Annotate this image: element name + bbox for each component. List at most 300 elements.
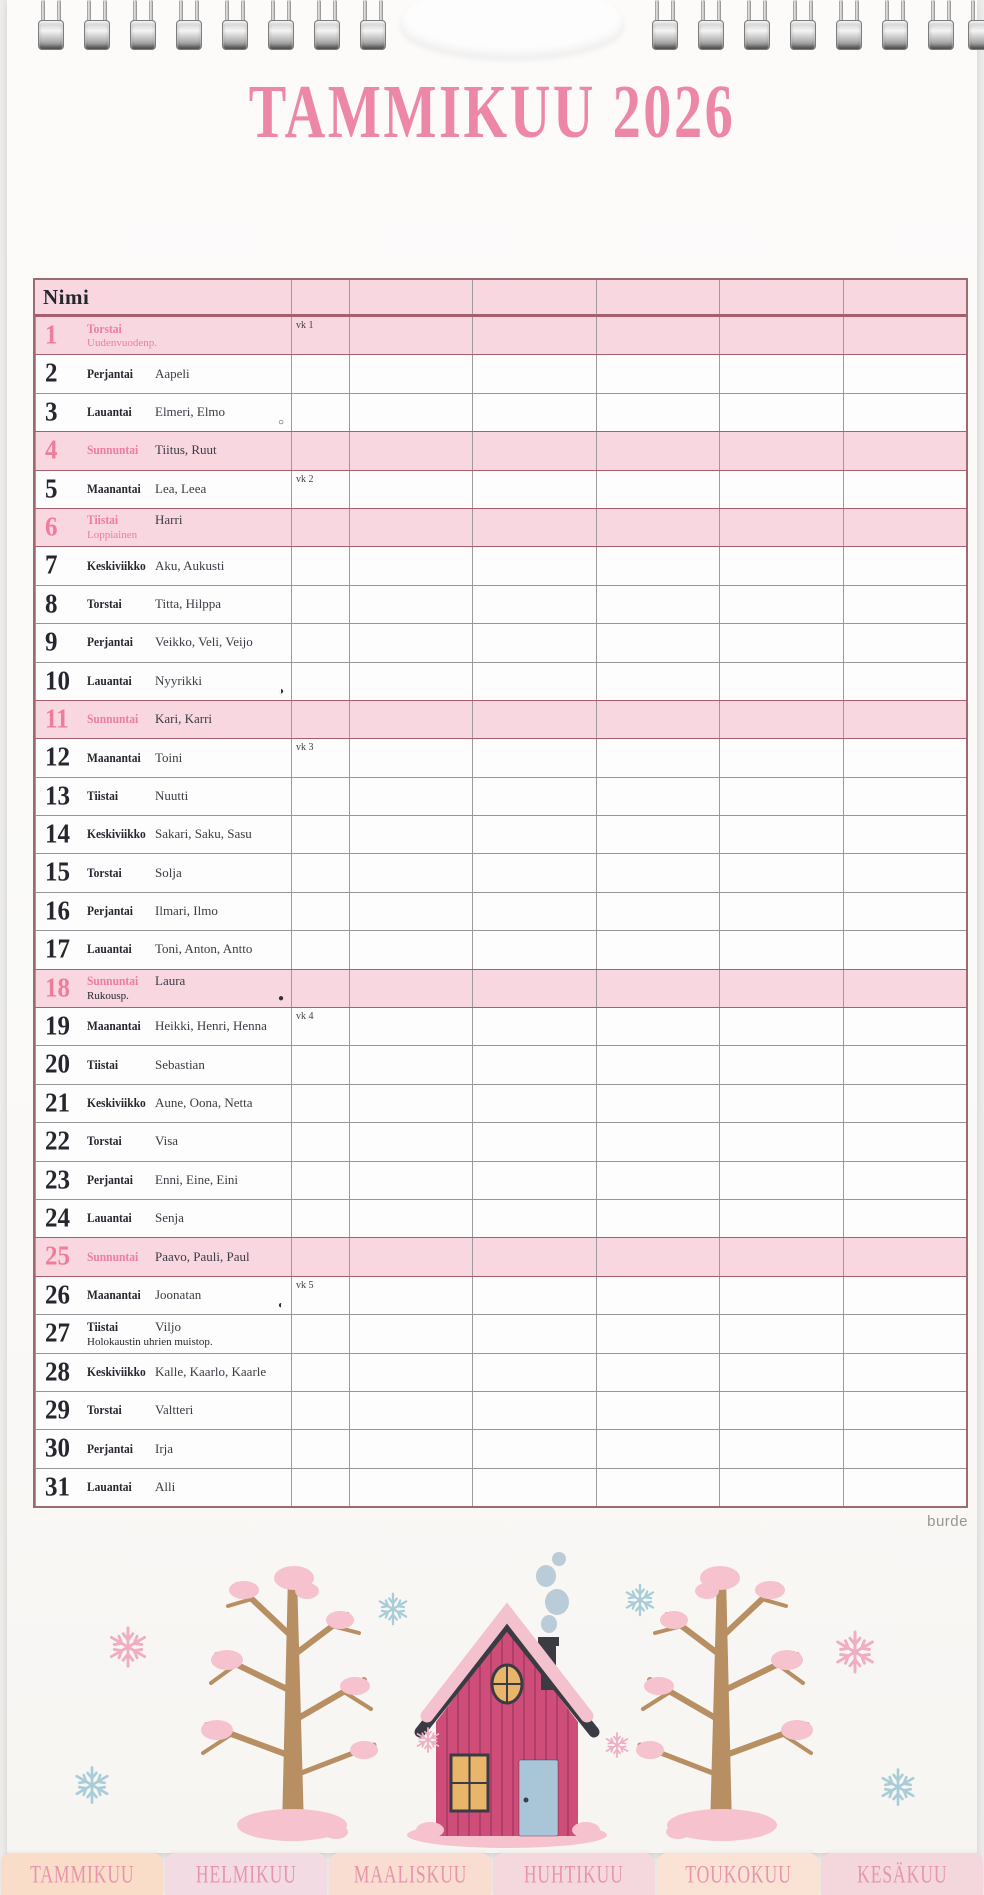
entry-cell: [719, 394, 842, 431]
weekday-label: Maanantai: [87, 1019, 141, 1034]
entry-cell: [843, 931, 966, 968]
entry-cell: [596, 816, 719, 853]
week-number: [291, 1200, 349, 1237]
entry-cell: [349, 394, 472, 431]
day-row: [35, 969, 966, 1008]
snowflake-icon: [881, 1769, 916, 1804]
entry-cell: [349, 432, 472, 469]
day-cell: [35, 1469, 291, 1506]
weekday-label: Sunnuntai: [87, 1249, 139, 1264]
entry-cell: [349, 739, 472, 776]
entry-cell: [596, 1315, 719, 1352]
entry-cell: [719, 586, 842, 623]
day-row: [35, 739, 966, 776]
entry-cell: [843, 970, 966, 1007]
week-column-header: [291, 280, 349, 314]
entry-cell: [843, 1238, 966, 1275]
entry-cell: [719, 624, 842, 661]
day-number: 17: [45, 935, 70, 965]
entry-cell: [843, 355, 966, 392]
day-row: [35, 1199, 966, 1237]
name-days: Aune, Oona, Netta: [155, 1095, 253, 1111]
month-tabs: [0, 1853, 984, 1895]
day-cell: [35, 1162, 291, 1199]
day-cell: [35, 1392, 291, 1429]
day-cell: [35, 1123, 291, 1160]
weekday-label: Maanantai: [87, 1287, 141, 1302]
day-subnote: Uudenvuodenp.: [87, 337, 157, 350]
entry-cell: [472, 1315, 595, 1352]
entry-cell: [843, 1162, 966, 1199]
entry-cell: [719, 1162, 842, 1199]
day-cell: [35, 854, 291, 891]
entry-cell: [349, 1123, 472, 1160]
day-cell: [35, 701, 291, 738]
week-number: vk 3: [291, 739, 349, 776]
day-cell: [35, 355, 291, 392]
entry-cell: [596, 624, 719, 661]
entry-cell: [719, 1123, 842, 1160]
entry-cell: [472, 394, 595, 431]
day-number: 9: [45, 628, 58, 658]
day-cell: [35, 1200, 291, 1237]
entry-cell: [349, 624, 472, 661]
week-number: [291, 355, 349, 392]
name-days: Heikki, Henri, Henna: [155, 1018, 267, 1034]
entry-cell: [843, 586, 966, 623]
entry-cell: [349, 701, 472, 738]
name-days: Valtteri: [155, 1402, 194, 1418]
day-row: [35, 471, 966, 508]
entry-cell: [349, 1238, 472, 1275]
weekday-label: Sunnuntai: [87, 974, 139, 989]
entry-cell: [843, 394, 966, 431]
weekday-label: Keskiviikko: [87, 827, 146, 842]
entry-cell: [719, 1008, 842, 1045]
entry-cell: [843, 509, 966, 546]
entry-cell: [472, 624, 595, 661]
entry-cell: [472, 317, 595, 354]
day-number: 1: [45, 321, 58, 351]
day-row: [35, 700, 966, 739]
day-number: 5: [45, 474, 58, 504]
entry-cell: [472, 816, 595, 853]
entry-cell: [596, 394, 719, 431]
entry-cell: [719, 1046, 842, 1083]
week-number: [291, 1085, 349, 1122]
entry-cell: [596, 1162, 719, 1199]
entry-cell: [596, 355, 719, 392]
entry-cell: [472, 778, 595, 815]
entry-cell: [596, 778, 719, 815]
entry-cell: [349, 816, 472, 853]
day-cell: [35, 931, 291, 968]
entry-cell: [472, 1008, 595, 1045]
entry-cell: [472, 701, 595, 738]
day-number: 15: [45, 858, 70, 888]
day-number: 30: [45, 1434, 70, 1464]
entry-cell: [472, 1430, 595, 1467]
name-days: Nuutti: [155, 787, 189, 803]
weekday-label: Perjantai: [87, 904, 133, 919]
day-cell: [35, 509, 291, 546]
entry-cell: [596, 1277, 719, 1314]
month-tab-label: HUHTIKUU: [524, 1860, 624, 1889]
entry-cell: [719, 471, 842, 508]
entry-cell: [843, 663, 966, 700]
entry-cell: [843, 778, 966, 815]
entry-cell: [472, 970, 595, 1007]
entry-cell: [719, 663, 842, 700]
name-days: Sebastian: [155, 1056, 205, 1072]
day-number: 8: [45, 589, 58, 620]
binding-ring: [744, 0, 770, 54]
brand-logo: burde: [927, 1513, 968, 1530]
entry-cell: [719, 509, 842, 546]
day-number: 31: [45, 1472, 70, 1502]
entry-cell: [843, 893, 966, 930]
entry-cell: [349, 1046, 472, 1083]
day-cell: [35, 663, 291, 700]
entry-cell: [472, 1238, 595, 1275]
entry-cell: [472, 355, 595, 392]
month-tab-2[interactable]: [165, 1853, 327, 1895]
moon-phase-icon: ◑: [277, 685, 284, 697]
week-number: [291, 663, 349, 700]
entry-cell: [719, 816, 842, 853]
weekday-label: Keskiviikko: [87, 1364, 146, 1379]
binding-ring: [968, 0, 984, 54]
entry-cell: [349, 778, 472, 815]
day-cell: [35, 624, 291, 661]
entry-cell: [472, 854, 595, 891]
entry-cell: [349, 1085, 472, 1122]
weekday-label: Tiistai: [87, 1319, 119, 1334]
week-number: [291, 1162, 349, 1199]
binding-ring: [836, 0, 862, 54]
entry-cell: [349, 586, 472, 623]
entry-cell: [596, 1046, 719, 1083]
entry-cell: [843, 1200, 966, 1237]
day-number: 12: [45, 743, 70, 773]
entry-cell: [843, 1315, 966, 1352]
day-cell: [35, 586, 291, 623]
day-row: [35, 892, 966, 930]
name-days: Kari, Karri: [155, 711, 213, 727]
entry-cell: [349, 1354, 472, 1391]
entry-cell: [719, 355, 842, 392]
day-number: 7: [45, 551, 58, 581]
weekday-label: Torstai: [87, 1403, 122, 1418]
month-tab-4[interactable]: [493, 1853, 655, 1895]
entry-cell: [843, 1123, 966, 1160]
entry-cell: [843, 816, 966, 853]
moon-phase-icon: ◐: [277, 1300, 284, 1312]
weekday-label: Torstai: [87, 321, 122, 336]
week-number: [291, 509, 349, 546]
month-tab-5[interactable]: [657, 1853, 819, 1895]
entry-cell: [719, 931, 842, 968]
entry-cell: [843, 1046, 966, 1083]
entry-cell: [596, 1085, 719, 1122]
snowflake-icon: [835, 1632, 875, 1672]
week-number: [291, 1354, 349, 1391]
binding-ring: [268, 0, 294, 54]
entry-cell: [843, 1085, 966, 1122]
day-cell: [35, 317, 291, 354]
entry-cell: [472, 547, 595, 584]
header-entry-cell: [843, 280, 966, 314]
entry-cell: [843, 739, 966, 776]
entry-cell: [349, 854, 472, 891]
entry-cell: [596, 663, 719, 700]
month-tab-1[interactable]: [1, 1853, 163, 1895]
day-subnote: Rukousp.: [87, 989, 129, 1002]
entry-cell: [596, 1200, 719, 1237]
week-number: [291, 624, 349, 661]
day-row: [35, 1122, 966, 1160]
day-row: [35, 1353, 966, 1391]
day-number: 27: [45, 1319, 70, 1349]
chimney-smoke: [536, 1552, 569, 1633]
table-header-row: [35, 280, 966, 316]
entry-cell: [719, 1469, 842, 1506]
snowy-tree-right: [636, 1566, 813, 1841]
weekday-label: Tiistai: [87, 513, 119, 528]
day-row: [35, 1429, 966, 1467]
name-days: Senja: [155, 1210, 184, 1226]
day-row: [35, 1084, 966, 1122]
day-number: 24: [45, 1204, 70, 1234]
day-number: 4: [45, 436, 58, 466]
entry-cell: [843, 1430, 966, 1467]
day-row: [35, 1161, 966, 1199]
entry-cell: [843, 432, 966, 469]
entry-cell: [349, 509, 472, 546]
month-tab-label: HELMIKUU: [195, 1860, 297, 1889]
entry-cell: [472, 1046, 595, 1083]
name-days: Viljo: [155, 1318, 181, 1334]
name-days: Ilmari, Ilmo: [155, 903, 218, 919]
entry-cell: [843, 1008, 966, 1045]
name-days: Aapeli: [155, 365, 190, 381]
entry-cell: [843, 1469, 966, 1506]
entry-cell: [349, 547, 472, 584]
entry-cell: [596, 931, 719, 968]
week-number: vk 4: [291, 1008, 349, 1045]
week-number: [291, 701, 349, 738]
day-number: 23: [45, 1165, 70, 1195]
entry-cell: [719, 317, 842, 354]
entry-cell: [596, 471, 719, 508]
entry-cell: [719, 1277, 842, 1314]
name-days: Aku, Aukusti: [155, 557, 225, 573]
week-number: [291, 854, 349, 891]
entry-cell: [472, 1123, 595, 1160]
day-number: 2: [45, 359, 58, 389]
day-cell: [35, 1277, 291, 1314]
weekday-label: Sunnuntai: [87, 443, 139, 458]
week-number: [291, 1238, 349, 1275]
name-days: Toini: [155, 749, 183, 765]
snowy-tree-left: [201, 1566, 378, 1841]
day-number: 19: [45, 1012, 70, 1042]
day-number: 20: [45, 1050, 70, 1080]
week-number: [291, 1469, 349, 1506]
name-days: Kalle, Kaarlo, Kaarle: [155, 1363, 267, 1379]
entry-cell: [719, 854, 842, 891]
weekday-label: Tiistai: [87, 1057, 119, 1072]
week-number: [291, 778, 349, 815]
entry-cell: [843, 471, 966, 508]
entry-cell: [843, 1392, 966, 1429]
week-number: [291, 1430, 349, 1467]
entry-cell: [596, 1123, 719, 1160]
name-days: Alli: [155, 1478, 176, 1494]
day-cell: [35, 970, 291, 1007]
entry-cell: [719, 1238, 842, 1275]
snowflake-icon: [605, 1733, 629, 1757]
entry-cell: [349, 893, 472, 930]
name-days: Nyyrikki: [155, 672, 202, 688]
name-days: Toni, Anton, Antto: [155, 941, 253, 957]
day-number: 28: [45, 1357, 70, 1387]
day-row: [35, 355, 966, 392]
week-number: [291, 586, 349, 623]
month-tab-label: TAMMIKUU: [29, 1860, 135, 1889]
day-row: [35, 1468, 966, 1506]
binding-ring: [360, 0, 386, 54]
day-row: [35, 1277, 966, 1314]
entry-cell: [349, 1315, 472, 1352]
weekday-label: Lauantai: [87, 1479, 132, 1494]
weekday-label: Sunnuntai: [87, 712, 139, 727]
entry-cell: [472, 739, 595, 776]
entry-cell: [719, 1430, 842, 1467]
week-number: vk 1: [291, 317, 349, 354]
weekday-label: Maanantai: [87, 750, 141, 765]
name-days: Veikko, Veli, Veijo: [155, 634, 253, 650]
day-cell: [35, 739, 291, 776]
entry-cell: [349, 355, 472, 392]
entry-cell: [596, 317, 719, 354]
entry-cell: [349, 1008, 472, 1045]
name-days: Tiitus, Ruut: [155, 442, 217, 458]
day-number: 21: [45, 1088, 70, 1119]
day-row: [35, 853, 966, 891]
week-number: [291, 547, 349, 584]
snowflake-icon: [378, 1594, 408, 1624]
day-cell: [35, 1085, 291, 1122]
entry-cell: [596, 854, 719, 891]
entry-cell: [596, 1354, 719, 1391]
day-number: 29: [45, 1396, 70, 1426]
day-row: [35, 1391, 966, 1429]
entry-cell: [596, 1469, 719, 1506]
entry-cell: [596, 739, 719, 776]
month-tab-label: MAALISKUU: [353, 1860, 467, 1889]
snowflake-icon: [109, 1628, 147, 1666]
binding-ring: [222, 0, 248, 54]
week-number: [291, 1123, 349, 1160]
day-row: [35, 777, 966, 815]
day-row: [35, 623, 966, 661]
day-number: 6: [45, 513, 58, 543]
day-row: [35, 316, 966, 355]
entry-cell: [719, 701, 842, 738]
day-cell: [35, 1046, 291, 1083]
week-number: [291, 432, 349, 469]
week-number: [291, 1392, 349, 1429]
entry-cell: [596, 1430, 719, 1467]
day-cell: [35, 893, 291, 930]
day-row: [35, 508, 966, 547]
month-tab-3[interactable]: [329, 1853, 491, 1895]
entry-cell: [472, 931, 595, 968]
day-number: 3: [45, 397, 58, 428]
front-window: [451, 1755, 488, 1811]
day-cell: [35, 547, 291, 584]
day-row: [35, 585, 966, 623]
weekday-label: Lauantai: [87, 942, 132, 957]
weekday-label: Perjantai: [87, 1441, 133, 1456]
calendar-rows: [35, 316, 966, 1506]
week-number: [291, 931, 349, 968]
entry-cell: [719, 1392, 842, 1429]
binding-ring: [698, 0, 724, 54]
weekday-label: Torstai: [87, 596, 122, 611]
weekday-label: Keskiviikko: [87, 1096, 146, 1111]
name-days: Paavo, Pauli, Paul: [155, 1248, 250, 1264]
day-row: [35, 1314, 966, 1352]
day-number: 14: [45, 820, 70, 850]
day-number: 18: [45, 973, 70, 1003]
entry-cell: [719, 893, 842, 930]
binding-ring: [314, 0, 340, 54]
entry-cell: [472, 663, 595, 700]
entry-cell: [349, 471, 472, 508]
month-tab-6[interactable]: [821, 1853, 983, 1895]
gable-window: [492, 1665, 522, 1703]
weekday-label: Lauantai: [87, 673, 132, 688]
entry-cell: [719, 432, 842, 469]
entry-cell: [596, 1238, 719, 1275]
name-days: Elmeri, Elmo: [155, 404, 226, 419]
day-number: 13: [45, 781, 70, 811]
day-row: [35, 930, 966, 968]
entry-cell: [596, 432, 719, 469]
name-days: Joonatan: [155, 1286, 202, 1302]
weekday-label: Perjantai: [87, 366, 133, 381]
page-title: TAMMIKUU 2026: [248, 69, 736, 155]
entry-cell: [472, 432, 595, 469]
day-cell: [35, 1315, 291, 1352]
entry-cell: [472, 1277, 595, 1314]
day-row: [35, 431, 966, 470]
entry-cell: [349, 1200, 472, 1237]
entry-cell: [349, 1162, 472, 1199]
week-number: [291, 970, 349, 1007]
week-number: vk 5: [291, 1277, 349, 1314]
entry-cell: [472, 471, 595, 508]
entry-cell: [843, 1277, 966, 1314]
name-days: Lea, Leea: [155, 480, 207, 496]
moon-phase-icon: ●: [277, 993, 284, 1005]
entry-cell: [472, 1200, 595, 1237]
header-entry-cell: [349, 280, 472, 314]
day-row: [35, 1237, 966, 1276]
name-days: Solja: [155, 864, 182, 880]
